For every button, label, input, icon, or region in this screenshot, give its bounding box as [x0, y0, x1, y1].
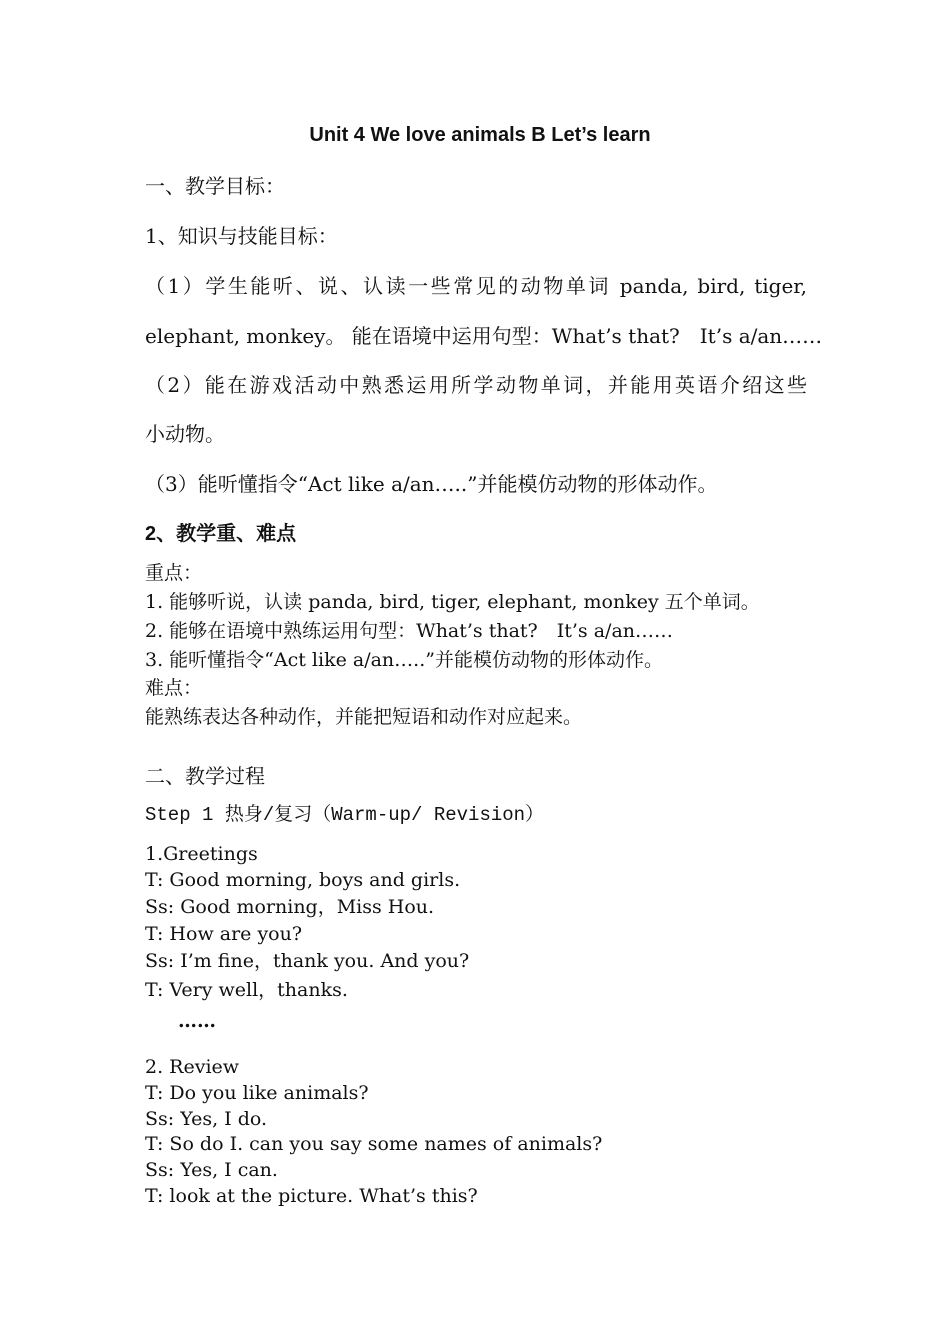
greetings-heading: 1.Greetings — [145, 843, 258, 865]
dialogue-line: Ss: I’m fine，thank you. And you? — [145, 950, 470, 972]
goal-item-1-line-2: elephant, monkey。 能在语境中运用句型：What’s that? It’s a/an…… — [145, 324, 823, 348]
dialogue-line: T: look at the picture. What’s this? — [145, 1185, 478, 1207]
dialogue-line: Ss: Yes, I can. — [145, 1159, 278, 1181]
key-point-3: 3. 能听懂指令“Act like a/an…..”并能模仿动物的形体动作。 — [145, 649, 663, 671]
goal-heading-knowledge-skills: 1、知识与技能目标： — [145, 224, 338, 248]
difficult-points-label: 难点： — [145, 677, 203, 699]
section-heading-objectives: 一、教学目标： — [145, 174, 285, 198]
goal-item-3: （3）能听懂指令“Act like a/an…..”并能模仿动物的形体动作。 — [145, 472, 718, 496]
dialogue-line: T: Good morning, boys and girls. — [145, 869, 461, 891]
dialogue-line: T: Do you like animals? — [145, 1082, 369, 1104]
key-point-2: 2. 能够在语境中熟练运用句型：What’s that? It’s a/an…… — [145, 620, 674, 642]
dialogue-line: T: So do I. can you say some names of animals? — [145, 1133, 603, 1155]
section-heading-process: 二、教学过程 — [145, 764, 265, 788]
review-heading: 2. Review — [145, 1056, 240, 1078]
dialogue-line: T: Very well，thanks. — [145, 979, 348, 1001]
key-points-label: 重点： — [145, 562, 203, 584]
dialogue-line: Ss: Yes, I do. — [145, 1108, 268, 1130]
dialogue-line: T: How are you? — [145, 923, 303, 945]
goal-heading-key-difficult: 2、教学重、难点 — [145, 523, 297, 545]
key-point-1: 1. 能够听说，认读 panda, bird, tiger, elephant, monkey 五个单词。 — [145, 591, 760, 613]
goal-item-2-line-2: 小动物。 — [145, 422, 225, 446]
document-title: Unit 4 We love animals B Let’s learn — [309, 124, 651, 146]
goal-item-2-line-1: （2）能在游戏活动中熟悉运用所学动物单词，并能用英语介绍这些 — [145, 373, 807, 397]
difficult-point: 能熟练表达各种动作，并能把短语和动作对应起来。 — [145, 706, 583, 728]
dialogue-line: Ss: Good morning，Miss Hou. — [145, 896, 435, 918]
ellipsis: …… — [178, 1010, 216, 1032]
step-1-heading: Step 1 热身/复习（Warm-up/ Revision） — [145, 804, 545, 826]
goal-item-1-line-1: （1）学生能听、说、认读一些常见的动物单词 panda, bird, tiger, — [145, 274, 807, 298]
